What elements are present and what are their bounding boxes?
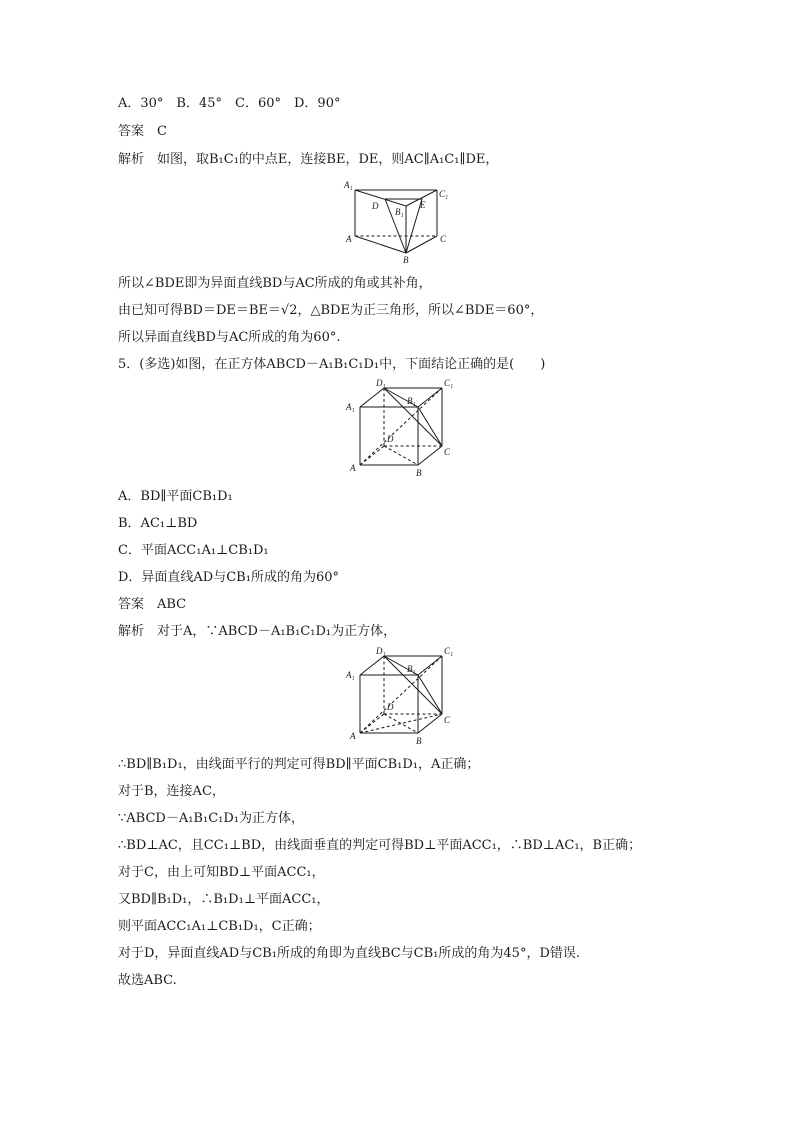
solution-line-7: 则平面ACC₁A₁⊥CB₁D₁，C正确； (118, 919, 321, 934)
label-c: C (440, 234, 447, 244)
option-d: D．异面直线AD与CB₁所成的角为60° (118, 570, 339, 585)
label-d: D (372, 201, 379, 211)
label-d: D (387, 702, 394, 712)
option-c: C．平面ACC₁A₁⊥CB₁D₁ (118, 543, 269, 558)
edge-a1d1 (360, 656, 384, 675)
solution-line-6: 又BD∥B₁D₁，∴B₁D₁⊥平面ACC₁， (118, 892, 330, 907)
label-c: C (444, 447, 451, 457)
problem4-line2: 由已知可得BD＝DE＝BE＝√2，△BDE为正三角形，所以∠BDE＝60°， (118, 303, 544, 318)
label-e: E (420, 200, 426, 210)
label-d1: D₁ (376, 646, 386, 656)
option-b: B．AC₁⊥BD (118, 516, 198, 531)
label-c: C (444, 715, 451, 725)
label-d1: D₁ (376, 378, 386, 388)
label-c1: C₁ (444, 646, 454, 656)
problem5-analysis-intro: 解析 对于A，∵ABCD－A₁B₁C₁D₁为正方体， (118, 624, 397, 639)
problem5-answer: 答案 ABC (118, 597, 187, 612)
edge-b1c1 (418, 656, 442, 675)
prism-diagram (340, 178, 450, 264)
label-b1: B₁ (407, 664, 416, 674)
label-a1: A₁ (346, 670, 355, 680)
label-b: B (403, 255, 409, 265)
label-a1: A₁ (344, 180, 353, 190)
edge-ad (360, 446, 384, 465)
solution-line-9: 故选ABC. (118, 973, 177, 988)
edge-a1d1 (360, 388, 384, 407)
prism-figure (340, 178, 450, 264)
problem4-line3: 所以异面直线BD与AC所成的角为60°. (118, 330, 341, 345)
diag-cb1 (418, 407, 442, 446)
edge-ab (355, 236, 406, 253)
diag-bd (384, 714, 418, 733)
solution-line-4: ∴BD⊥AC，且CC₁⊥BD，由线面垂直的判定可得BD⊥平面ACC₁，∴BD⊥AC₁，B正确； (118, 838, 642, 853)
solution-line-5: 对于C，由上可知BD⊥平面ACC₁， (118, 865, 325, 880)
solution-line-8: 对于D，异面直线AD与CB₁所成的角即为直线BC与CB₁所成的角为45°，D错误. (118, 946, 580, 961)
diag-bd (384, 446, 418, 465)
solution-line-1: ∴BD∥B₁D₁，由线面平行的判定可得BD∥平面CB₁D₁，A正确； (118, 757, 480, 772)
label-c1: C₁ (439, 189, 449, 199)
option-a: A．BD∥平面CB₁D₁ (118, 489, 233, 504)
label-b: B (416, 468, 422, 478)
label-b1: B₁ (395, 207, 404, 217)
label-c1: C₁ (444, 378, 454, 388)
label-a: A (350, 463, 356, 473)
label-d: D (387, 434, 394, 444)
problem5-stem: 5．(多选)如图，在正方体ABCD－A₁B₁C₁D₁中，下面结论正确的是( ) (118, 357, 546, 372)
solution-line-3: ∵ABCD－A₁B₁C₁D₁为正方体， (118, 811, 304, 826)
label-a1: A₁ (346, 402, 355, 412)
edge-bc (418, 446, 442, 465)
cube-figure-1 (340, 380, 460, 480)
problem4-answer: 答案 C (118, 124, 167, 139)
label-b1: B₁ (407, 396, 416, 406)
cube-diagram-2 (340, 648, 460, 748)
problem4-analysis-intro: 解析 如图，取B₁C₁的中点E，连接BE，DE，则AC∥A₁C₁∥DE， (118, 152, 499, 167)
diag-cb1 (418, 675, 442, 714)
cube-diagram-1 (340, 380, 460, 480)
edge-a1b1 (355, 190, 406, 206)
label-a: A (346, 234, 352, 244)
label-b: B (416, 736, 422, 746)
problem4-options: A．30° B．45° C．60° D．90° (118, 96, 341, 111)
label-a: A (350, 731, 356, 741)
solution-line-2: 对于B，连接AC， (118, 784, 225, 799)
cube-figure-2 (340, 648, 460, 748)
problem4-line1: 所以∠BDE即为异面直线BD与AC所成的角或其补角， (118, 276, 432, 291)
edge-b1c1 (418, 388, 442, 407)
